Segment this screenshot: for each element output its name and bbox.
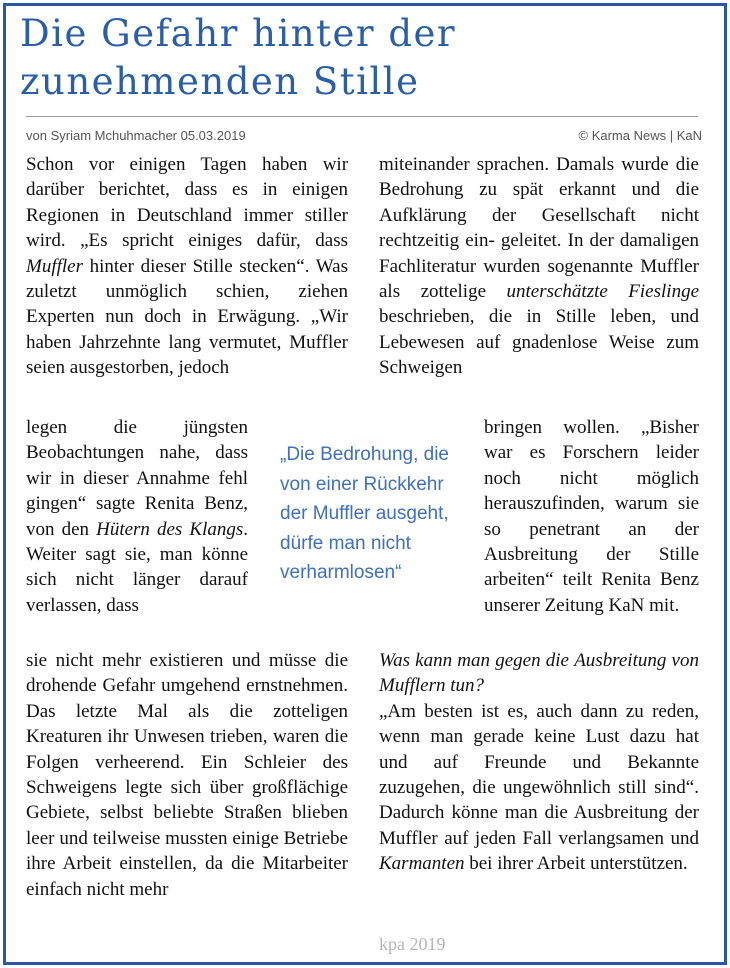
paragraph-history-cont: miteinander sprachen. Damals wurde die Bedrohung zu spät erkannt und die Aufklärung der Gesellschaft nicht rechtzeitig ein- geleitet. In der damaligen Fachliteratur wurden sogenannte Muffler als zottelige unterschätzte Fieslinge beschrieben, die in Stille leben, und Lebewesen auf gnadenlose Weise zum Schweigen [379, 154, 700, 379]
paragraph-research: bringen wollen. „Bisher war es Forschern leider noch nicht möglich herauszufinden, warum sie so penetrant an der Ausbreitung der Stille arbeiten“ teilt Renita Benz unserer Zeitung KaN mit. [484, 417, 699, 616]
term-hueter-des-klangs: Hütern des Klangs [96, 518, 244, 540]
paragraph-advice: „Am besten ist es, auch dann zu reden, wenn man gerade keine Lust dazu hat und auf Freunde und Bekannte zuzugehen, die ungewöhnlich still sind“. Dadurch könne man die Ausbreitung der Muffler auf jeden Fall verlangsamen und Karmanten bei ihrer Arbeit unterstützen. [379, 700, 700, 875]
subheading-question: Was kann man gegen die Ausbreitung von Mufflern tun? [379, 650, 699, 697]
copyright-credit: © Karma News | KaN [578, 128, 702, 143]
right-column-top [379, 152, 699, 381]
right-column-mid [484, 415, 699, 618]
agency-tag: kpa 2019 [379, 934, 446, 954]
pull-quote: „Die Bedrohung, die von einer Rückkehr der Muffler ausgeht, dürfe man nicht verharmlosen“ [280, 444, 449, 583]
paragraph-quote-benz: legen die jüngsten Beobachtungen nahe, dass wir in dieser Annahme fehl gingen“ sagte Renita Benz, von den Hütern des Klangs. Weiter sagt sie, man könne sich nicht länger darauf verlassen, dass [26, 417, 249, 616]
byline: von Syriam Mchuhmacher 05.03.2019 [26, 128, 246, 143]
left-column-top [26, 152, 348, 381]
term-unterschaetzte: unterschätzte [506, 281, 608, 303]
article-title [20, 10, 710, 106]
title-line-1: Die Gefahr hinter der [20, 12, 457, 55]
header-divider [26, 116, 698, 117]
term-fieslinge: Fieslinge [628, 281, 699, 303]
term-muffler: Muffler [26, 255, 83, 277]
term-karmanten: Karmanten [379, 853, 465, 875]
right-column-bottom [379, 648, 699, 877]
paragraph-intro: Schon vor einigen Tagen haben wir darüber berichtet, dass es in einigen Regionen in Deutschland immer stiller wird. „Es spricht einiges dafür, dass Muffler hinter dieser Stille stecken“. Was zuletzt unmöglich schien, ziehen Experten nun doch in Erwägung. „Wir haben Jahrzehnte lang vermutet, Muffler seien ausgestorben, jedoch [26, 154, 349, 379]
paragraph-history: sie nicht mehr existieren und müsse die drohende Gefahr umgehend ernstnehmen. Das letzte Mal als die zotteligen Kreaturen ihr Unwesen trieben, waren die Folgen verheerend. Ein Schleier des Schweigens legte sich über großflächige Gebiete, selbst beliebte Straßen blieben leer und teilweise mussten einige Betriebe ihre Arbeit einstellen, da die Mitarbeiter einfach nicht mehr [26, 650, 349, 900]
left-column-mid [26, 415, 248, 618]
title-line-2: zunehmenden Stille [20, 60, 420, 103]
left-column-bottom [26, 648, 348, 902]
